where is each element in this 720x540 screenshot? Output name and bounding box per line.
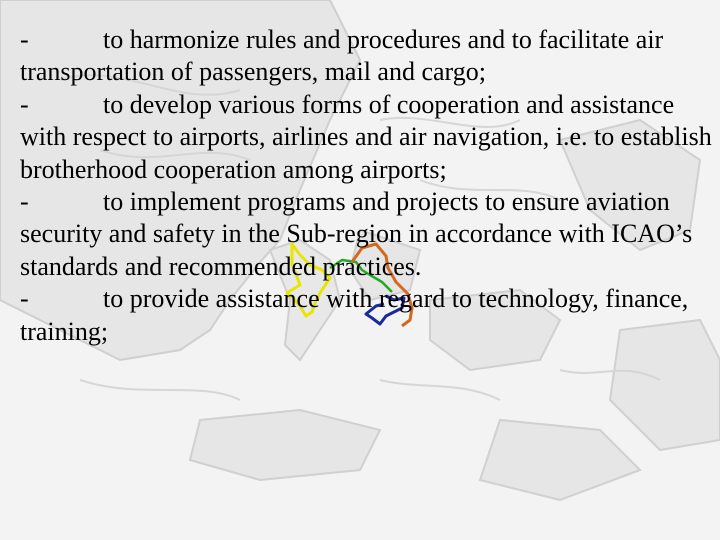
bullet-text: to implement programs and projects to ensure aviation security and safety in the Sub-region in accordance with ICAO’s standards and recommended practices. bbox=[20, 187, 693, 281]
bullet-list bbox=[20, 24, 716, 348]
bullet-dash: - bbox=[20, 187, 29, 217]
bullet-item-harmonize bbox=[20, 24, 716, 89]
bullet-text: to harmonize rules and procedures and to facilitate air transportation of passengers, mail and cargo; bbox=[20, 25, 664, 87]
bullet-dash: - bbox=[20, 25, 29, 54]
bullet-text: to develop various forms of cooperation and assistance with respect to airports, airlines and air navigation, i.e. to establish brotherhood cooperation among airports; bbox=[20, 89, 712, 184]
bullet-dash: - bbox=[20, 89, 29, 119]
bullet-item-security bbox=[20, 186, 716, 283]
bullet-item-cooperation bbox=[20, 89, 716, 186]
bullet-item-assistance bbox=[20, 283, 716, 348]
bullet-dash: - bbox=[20, 284, 29, 314]
bullet-text: to provide assistance with regard to technology, finance, training; bbox=[20, 284, 689, 346]
